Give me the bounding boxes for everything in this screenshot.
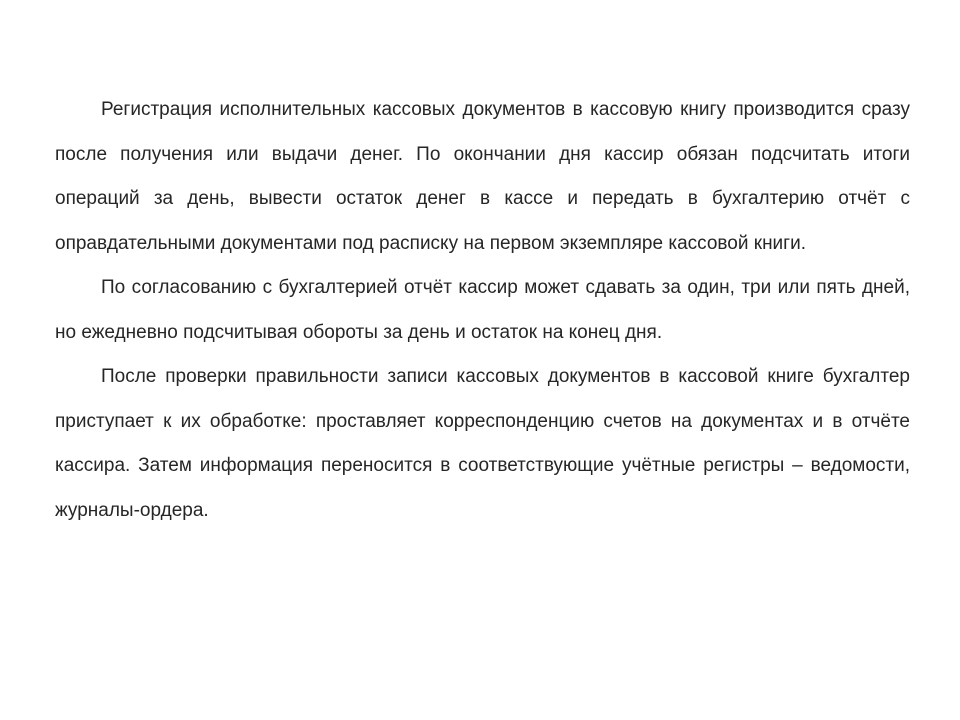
- body-text: [55, 88, 910, 533]
- paragraph-cashier-report: По согласованию с бухгалтерией отчёт кассир может сдавать за один, три или пять дней, но ежедневно подсчитывая обороты за день и остаток на конец дня.: [55, 277, 910, 343]
- paragraph-cash-book-registration: Регистрация исполнительных кассовых документов в кассовую книгу производится сразу после получения или выдачи денег. По окончании дня кассир обязан подсчитать итоги операций за день, вывести остаток денег в кассе и передать в бухгалтерию отчёт с оправдательными документами под расписку на первом экземпляре кассовой книги.: [55, 99, 910, 254]
- paragraph-accountant-processing: После проверки правильности записи кассовых документов в кассовой книге бухгалтер приступает к их обработке: проставляет корреспонденцию счетов на документах и в отчёте кассира. Затем информация переносится в соответствующие учётные регистры – ведомости, журналы-ордера.: [55, 366, 910, 521]
